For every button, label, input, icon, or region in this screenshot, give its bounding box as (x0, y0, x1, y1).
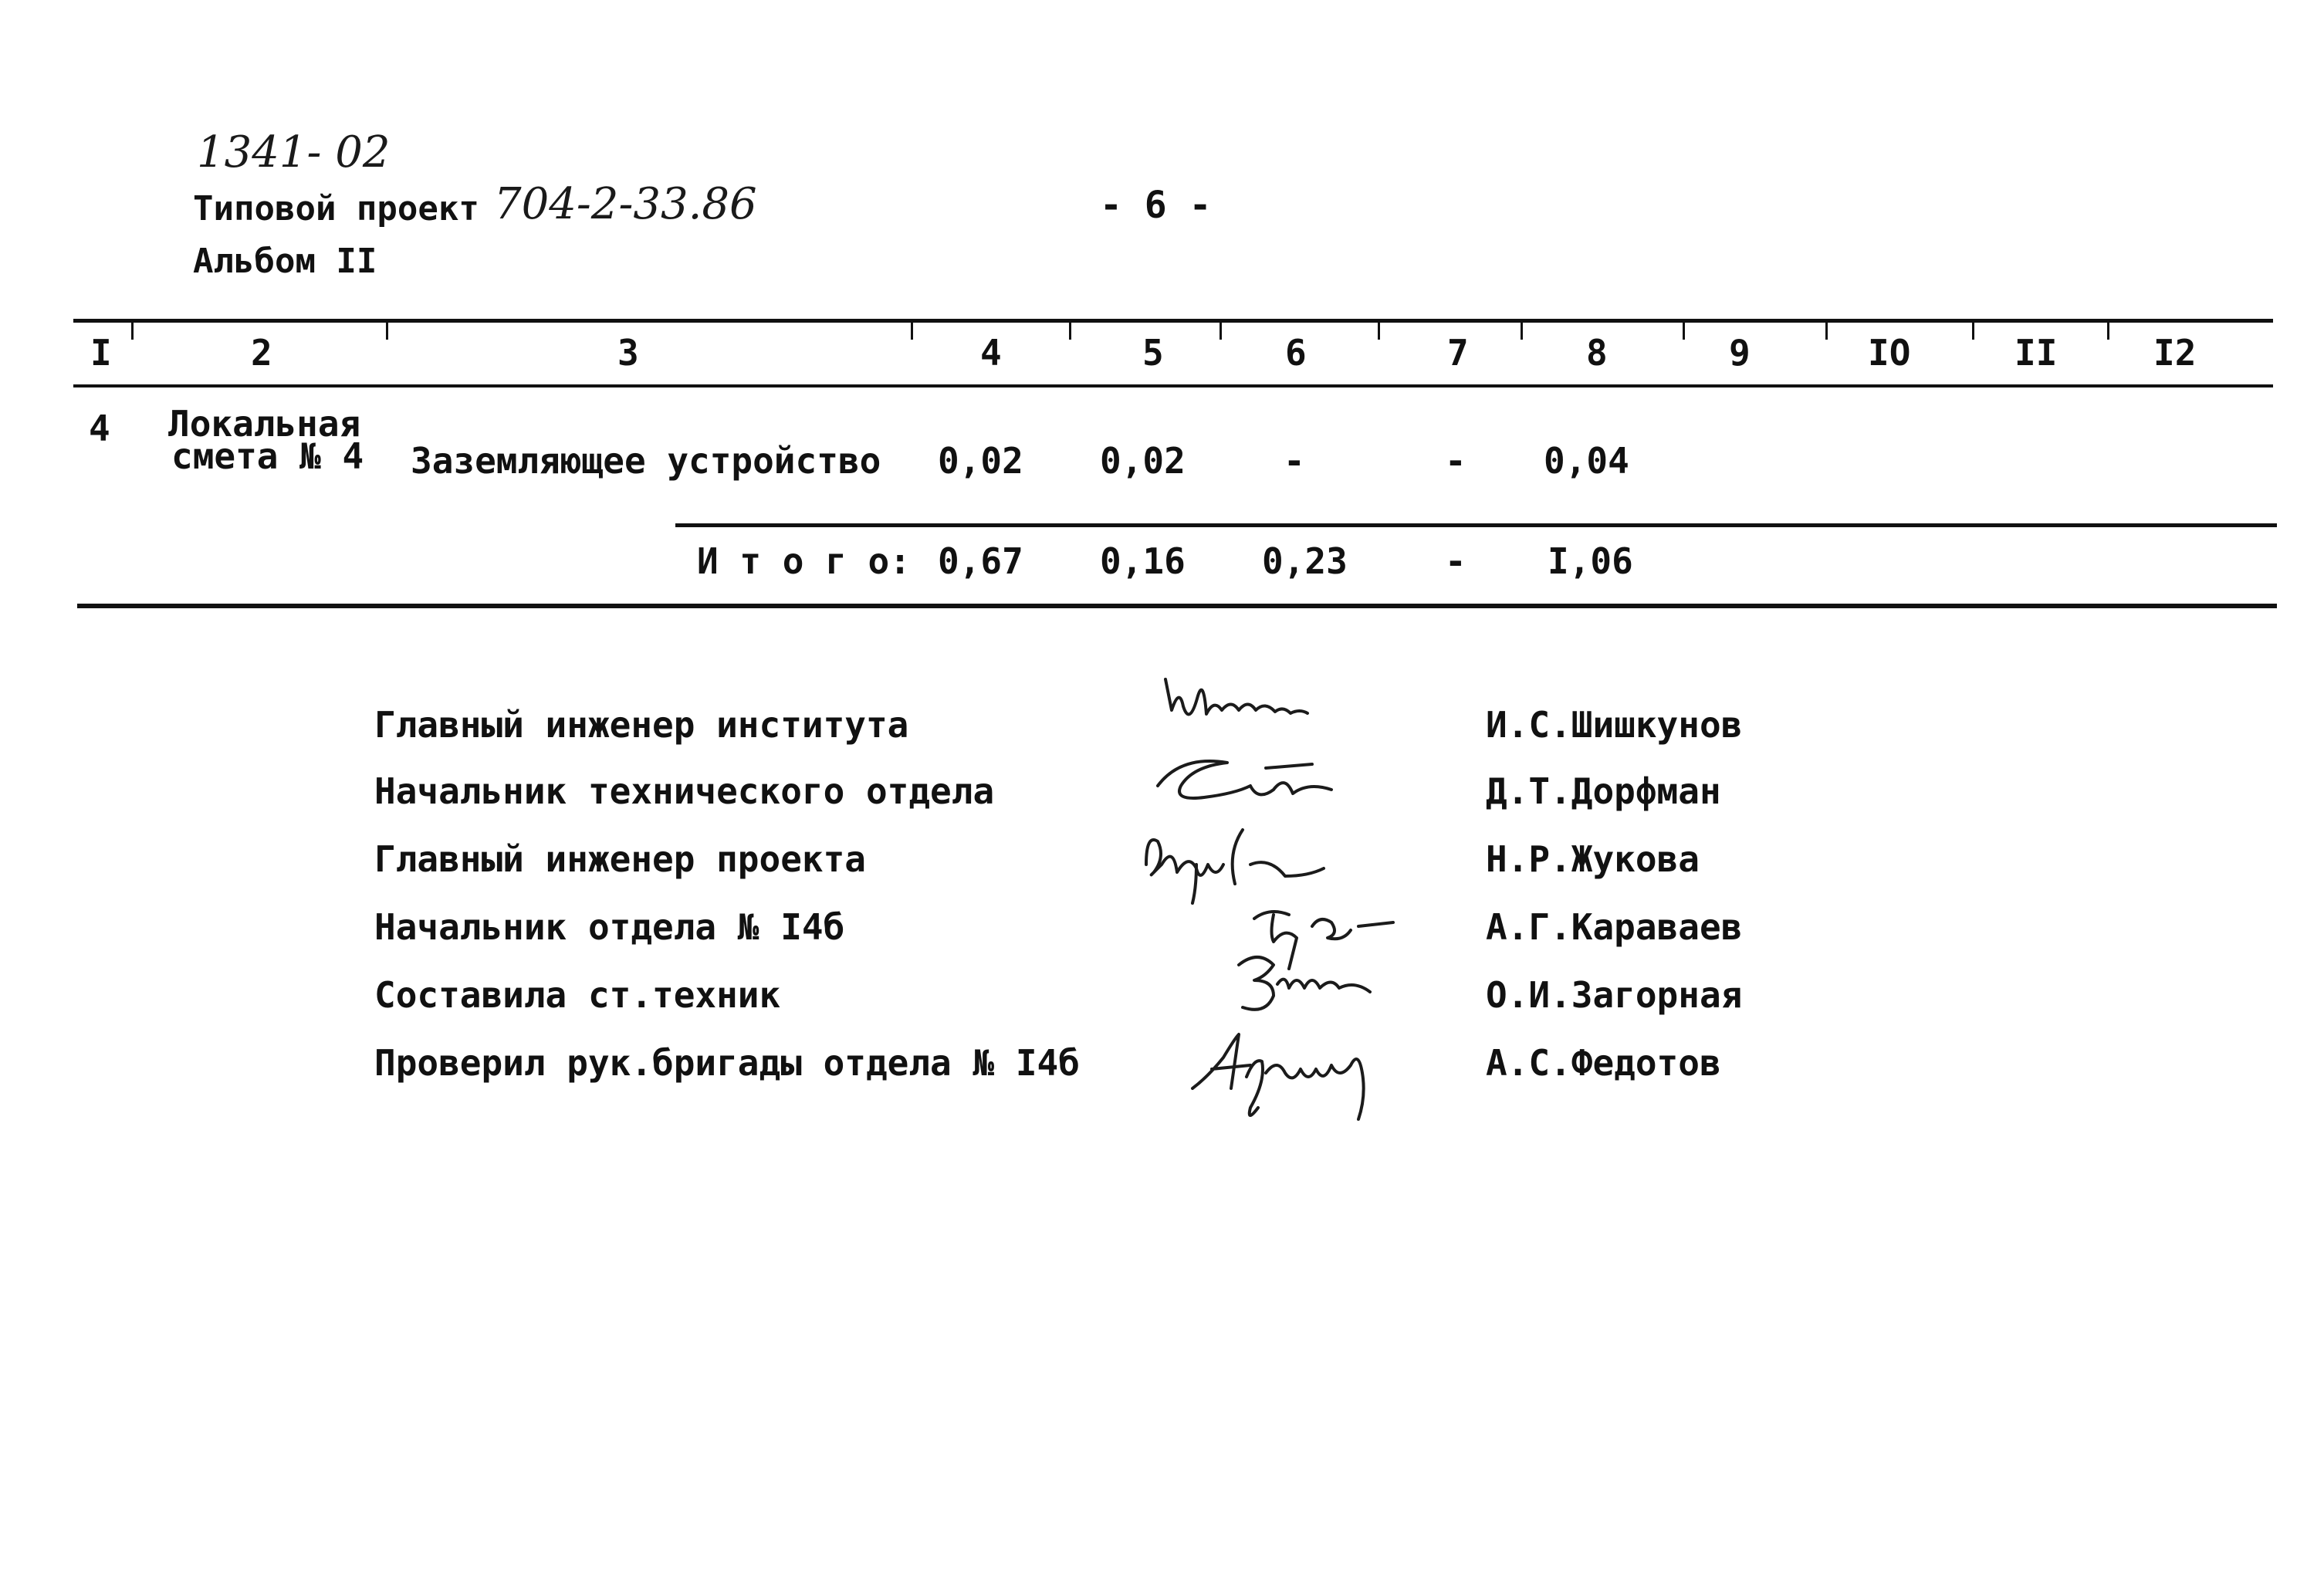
column-number: 3 (617, 332, 639, 374)
total-label: И т о г о: (697, 540, 911, 582)
row-value-c5: 0,02 (1100, 440, 1186, 482)
total-value-c7: - (1445, 540, 1466, 582)
signatory-name: А.Г.Караваев (1486, 906, 1743, 948)
column-number: 9 (1729, 332, 1751, 374)
signature-zhukova (1146, 830, 1324, 903)
column-number: IO (1868, 332, 1911, 374)
total-value-c5: 0,16 (1100, 540, 1186, 582)
row-document-line1: Локальная (168, 403, 361, 445)
signatory-name: О.И.Загорная (1486, 974, 1743, 1016)
row-name: Заземляющее устройство (411, 440, 881, 482)
signature-role: Главный инженер проекта (374, 838, 866, 880)
row-value-c7: - (1445, 440, 1466, 482)
column-number: II (2014, 332, 2058, 374)
signature-karavaev (1254, 912, 1393, 969)
handwritten-code: 1341- 02 (197, 127, 391, 178)
column-number: 4 (980, 332, 1002, 374)
project-prefix: Типовой проект (193, 189, 479, 228)
row-number: 4 (89, 408, 110, 449)
column-number: 2 (251, 332, 272, 374)
column-number: I2 (2153, 332, 2197, 374)
signatory-name: Д.Т.Дорфман (1486, 770, 1721, 812)
row-value-c8: 0,04 (1544, 440, 1629, 482)
row-document-line2: смета № 4 (171, 435, 364, 477)
album-label: Альбом II (193, 242, 377, 281)
signatory-name: Н.Р.Жукова (1486, 838, 1700, 880)
signature-role: Главный инженер института (374, 704, 909, 746)
column-number: 8 (1586, 332, 1608, 374)
project-number: 704-2-33.86 (494, 179, 757, 229)
total-value-c4: 0,67 (938, 540, 1023, 582)
total-value-c8: I,06 (1548, 540, 1633, 582)
row-value-c6: - (1284, 440, 1305, 482)
column-number: 5 (1142, 332, 1164, 374)
column-number: 6 (1285, 332, 1307, 374)
signature-dorfman (1158, 761, 1331, 798)
signature-shishkunov (1165, 679, 1307, 714)
column-number: 7 (1447, 332, 1469, 374)
signature-role: Проверил рук.бригады отдела № I4б (374, 1042, 1080, 1084)
column-number: I (90, 332, 112, 374)
signatory-name: И.С.Шишкунов (1486, 704, 1743, 746)
signature-role: Начальник технического отдела (374, 770, 995, 812)
signature-zagornaya (1239, 957, 1370, 1010)
signature-role: Начальник отдела № I4б (374, 906, 845, 948)
page-number: - 6 - (1100, 184, 1212, 227)
signature-fedotov (1192, 1034, 1364, 1119)
row-value-c4: 0,02 (938, 440, 1023, 482)
signature-role: Составила ст.техник (374, 974, 781, 1016)
signatory-name: А.С.Федотов (1486, 1042, 1721, 1084)
total-value-c6: 0,23 (1262, 540, 1348, 582)
